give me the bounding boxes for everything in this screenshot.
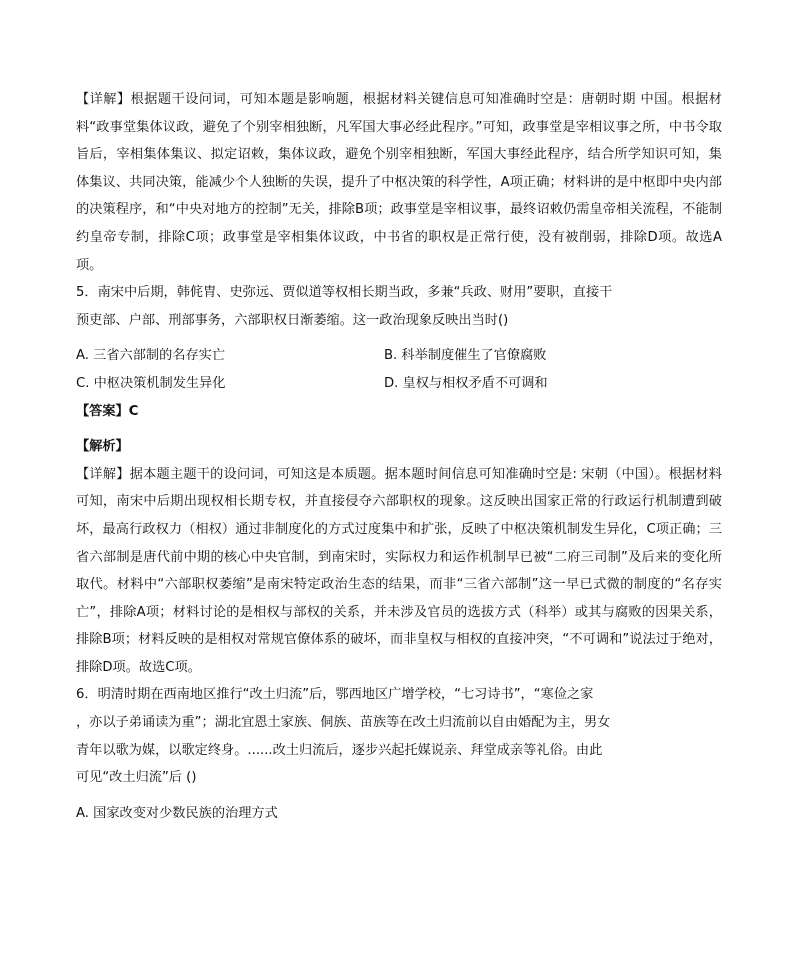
q5-stem-line-1: 5．南宋中后期，韩侂胄、史弥远、贾似道等权相长期当政，多兼“兵政、财用”要职，直接干 xyxy=(76,285,613,301)
q6-stem-line-4: 可见“改土归流”后 () xyxy=(76,770,197,786)
q5-stem-line-2: 预吏部、户部、刑部事务，六部职权日渐萎缩。这一政治现象反映出当时() xyxy=(76,312,509,328)
q6-stem-line-2: ，亦以子弟诵读为重”；湖北宜恩土家族、侗族、苗族等在改土归流前以自由婚配为主，男女 xyxy=(76,715,611,731)
q5-option-c: C. 中枢决策机制发生异化 xyxy=(76,375,226,391)
q5-analysis-label: 【解析】 xyxy=(76,439,129,455)
q5-option-a: A. 三省六部制的名存实亡 xyxy=(76,348,226,364)
q6-stem-line-1: 6．明清时期在西南地区推行“改土归流”后，鄂西地区广增学校，“七习诗书”，“寒俭之家 xyxy=(76,687,594,703)
q6-option-a: A. 国家改变对少数民族的治理方式 xyxy=(76,805,278,821)
q6-stem-line-3: 青年以歌为媒，以歌定终身。......改土归流后，逐步兴起托媒说亲、拜堂成亲等礼俗。由此 xyxy=(76,742,603,758)
q5-answer: 【答案】C xyxy=(76,403,139,419)
q5-option-d: D. 皇权与相权矛盾不可调和 xyxy=(384,375,548,391)
q5-options xyxy=(76,342,722,397)
document-page xyxy=(76,86,722,827)
q4-detail-paragraph: 【详解】根据题干设问词，可知本题是影响题，根据材料关键信息可知准确时空是：唐朝时期 中国。根据材料“政事堂集体议政，避免了个别宰相独断，凡军国大事必经此程序。”可知，政事堂是宰相议事之所，中书令取旨后，宰相集体集议、拟定诏敕，集体议政，避免个别宰相独断，军国大事经此程序，结合所学知识可知，集体集议、共同决策，能减少个人独断的失误，提升了中枢决策的科学性，A项正确；材料讲的是中枢即中央内部的决策程序，和“中央对地方的控制”无关，排除B项；政事堂是宰相议事，最终诏敕仍需皇帝相关流程，不能制约皇帝专制，排除C项；政事堂是宰相集体议政，中书省的职权是正常行使，没有被削弱，排除D项。故选A项。 xyxy=(76,92,722,273)
q5-detail-paragraph: 【详解】据本题主题干的设问词，可知这是本质题。据本题时间信息可知准确时空是: 宋朝（中国）。根据材料可知，南宋中后期出现权相长期专权，并直接侵夺六部职权的现象。这反映出国家正常的行政运行机制遭到破坏，最高行政权力（相权）通过非制度化的方式过度集中和扩张，反映了中枢决策机制发生异化，C项正确；三省六部制是唐代前中期的核心中央官制，到南宋时，实际权力和运作机制早已被“二府三司制”及后来的变化所取代。材料中“六部职权萎缩”是南宋特定政治生态的结果，而非“三省六部制”这一早已式微的制度的“名存实亡”，排除A项；材料讨论的是相权与部权的关系，并未涉及官员的选拔方式（科举）或其与腐败的因果关系，排除B项；材料反映的是相权对常规官僚体系的破坏，而非皇权与相权的直接冲突，“不可调和”说法过于绝对，排除D项。故选C项。 xyxy=(76,466,722,675)
q5-option-b: B. 科举制度催生了官僚腐败 xyxy=(384,348,547,364)
